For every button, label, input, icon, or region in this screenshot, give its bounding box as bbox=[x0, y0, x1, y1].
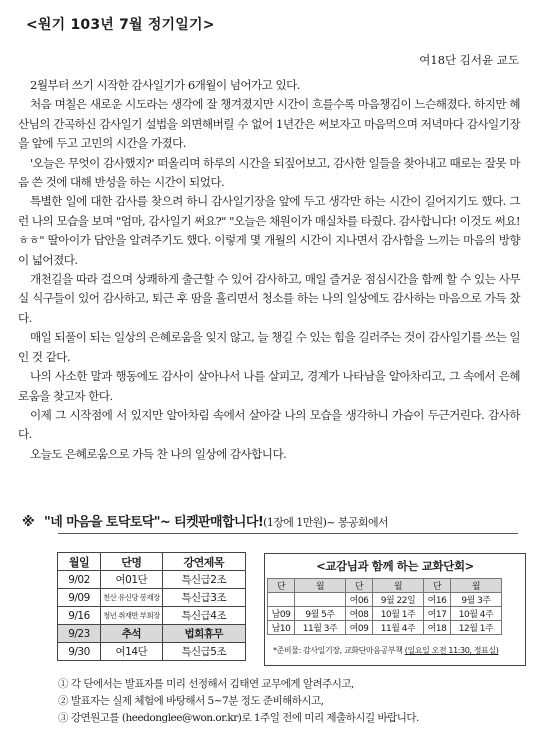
diary-body bbox=[18, 76, 520, 464]
gyohwa-cell: 여06 bbox=[346, 593, 373, 607]
schedule-row bbox=[58, 589, 246, 607]
gyohwa-header-row bbox=[268, 579, 502, 593]
paragraph: 오늘도 은혜로움으로 가득 찬 나의 일상에 감사합니다. bbox=[30, 446, 287, 461]
schedule-dan: 여14단 bbox=[101, 643, 163, 661]
paragraph: 처음 며칠은 새로운 시도라는 생각에 잘 챙겨졌지만 시간이 흐를수록 마음챙김이 느슨해졌다. 하지만 혜산님의 간곡하신 감사일기 설법을 외면해버릴 수 없어 1년간은 써보자고 마음먹으며 저녁마다 감사일기장을 앞에 두고 고민의 시간을 가졌다. bbox=[18, 97, 520, 151]
gyohwa-row bbox=[268, 607, 502, 621]
gyohwa-cell: 9월 5주 bbox=[295, 607, 346, 621]
gyohwa-cell: 11월 4주 bbox=[373, 621, 424, 635]
gyohwa-cell: 10월 4주 bbox=[451, 607, 502, 621]
gyohwa-cell: 9월 3주 bbox=[451, 593, 502, 607]
gyohwa-cell: 9월 22일 bbox=[373, 593, 424, 607]
schedule-title: 특신급5조 bbox=[162, 643, 245, 661]
gyohwa-note bbox=[273, 645, 498, 656]
gyohwa-cell: 남09 bbox=[268, 607, 295, 621]
ticket-detail: (1장에 1만원)~ 봉공회에서 bbox=[263, 516, 388, 529]
paragraph: 나의 사소한 말과 행동에도 감사이 살아나서 나를 살피고, 경계가 나타남을 알아차리고, 그 속에서 은혜로움을 찾고자 한다. bbox=[18, 369, 520, 403]
gyohwa-header: 월 bbox=[373, 579, 424, 593]
gyohwa-cell bbox=[268, 593, 295, 607]
schedule-date: 9/02 bbox=[58, 571, 101, 589]
header-title: 강연제목 bbox=[162, 553, 245, 571]
paragraph: 매일 되풀이 되는 일상의 은혜로움을 잊지 않고, 늘 챙길 수 있는 힘을 길러주는 것이 감사일기를 쓰는 일인 것 같다. bbox=[18, 330, 520, 364]
schedule-dan: 추석 bbox=[101, 625, 163, 643]
gyohwa-header: 월 bbox=[451, 579, 502, 593]
schedule-title: 특신급2조 bbox=[162, 571, 245, 589]
header-dan: 단명 bbox=[101, 553, 163, 571]
gyohwa-header: 단 bbox=[424, 579, 451, 593]
gyohwa-header: 단 bbox=[346, 579, 373, 593]
gyohwa-header: 단 bbox=[268, 579, 295, 593]
ticket-headline: "네 마음을 토닥토닥"~ 티켓판매합니다! bbox=[44, 515, 264, 530]
schedule-date: 9/30 bbox=[58, 643, 101, 661]
schedule-header-row bbox=[58, 553, 246, 571]
schedule-title: 특신급3조 bbox=[162, 589, 245, 607]
ticket-underline bbox=[58, 533, 518, 534]
note-item: ① 각 단에서는 발표자를 미리 선정해서 김태연 교무에게 알려주시고, bbox=[58, 678, 354, 690]
gyohwa-cell: 여09 bbox=[346, 621, 373, 635]
ticket-notice bbox=[22, 511, 522, 530]
gyohwa-row bbox=[268, 621, 502, 635]
schedule-dan: 여01단 bbox=[101, 571, 163, 589]
note-item: ② 발표자는 실제 체험에 바탕해서 5~7분 정도 준비해하시고, bbox=[58, 695, 324, 707]
header-date: 월일 bbox=[58, 553, 101, 571]
gyohwa-cell: 남10 bbox=[268, 621, 295, 635]
note-item: ③ 강연원고를 (heedonglee@won.or.kr)로 1주일 전에 미리 제출하시길 바랍니다. bbox=[58, 712, 419, 724]
paragraph: 개천길을 따라 걸으며 상쾌하게 출근할 수 있어 감사하고, 매일 즐거운 점심시간을 함께 할 수 있는 사무실 식구들이 있어 감사하고, 퇴근 후 땀을 흘리면서 청소를 하는 나의 일상에도 감사하는 마음으로 가득 찼다. bbox=[18, 272, 520, 325]
paragraph: 특별한 일에 대한 감사를 찾으려 하니 감사일기장을 앞에 두고 생각만 하는 시간이 길어지기도 했다. 그런 나의 모습을 보며 "엄마, 감사일기 써요?" "오늘은 채원이가 매실차를 타줬다. 감사합니다! 이것도 써요! ㅎㅎ" 딸아이가 답안을 알려주기도 했다. 이렇게 몇 개월의 시간이 지나면서 감사함을 느끼는 마음의 방향이 넓어졌다. bbox=[18, 194, 520, 267]
gyohwa-cell: 10월 1주 bbox=[373, 607, 424, 621]
schedule-date: 9/16 bbox=[58, 607, 101, 625]
paragraph: 2월부터 쓰기 시작한 감사일기가 6개월이 넘어가고 있다. bbox=[30, 78, 300, 92]
schedule-date: 9/09 bbox=[58, 589, 101, 607]
schedule-row bbox=[58, 643, 246, 661]
reference-mark: ※ bbox=[22, 515, 35, 530]
paragraph: '오늘은 무엇이 감사했지?' 떠올리며 하루의 시간을 되짚어보고, 감사한 일들을 찾아내고 때로는 잘못 마음 쓴 것에 대해 반성을 하는 시간이 되었다. bbox=[18, 155, 520, 190]
schedule-row bbox=[58, 607, 246, 625]
gyohwa-header: 월 bbox=[295, 579, 346, 593]
paragraph: 이제 그 시작점에 서 있지만 알아차림 속에서 살아갈 나의 모습을 생각하니 가슴이 두근거린다. 감사하다. bbox=[18, 407, 520, 442]
gyohwa-note-items: *준비물: 감사일기장, 교화단마음공부책 bbox=[273, 646, 403, 655]
gyohwa-cell: 여18 bbox=[424, 621, 451, 635]
gyohwa-title: <교감님과 함께 하는 교화단회> bbox=[316, 559, 474, 573]
author-line: 여18단 김서윤 교도 bbox=[419, 53, 519, 67]
gyohwa-cell bbox=[295, 593, 346, 607]
schedule-title: 법회휴무 bbox=[162, 625, 245, 643]
gyohwa-cell: 여08 bbox=[346, 607, 373, 621]
instruction-notes bbox=[58, 676, 419, 727]
schedule-dan: 청년 취재반 부회장 bbox=[101, 607, 163, 625]
schedule-dan: 천산 유신당 봉재장 bbox=[101, 589, 163, 607]
gyohwa-box bbox=[264, 553, 526, 666]
gyohwa-note-time: (일요일 오전 11:30, 정표실) bbox=[404, 646, 499, 655]
schedule-date: 9/23 bbox=[58, 625, 101, 643]
gyohwa-cell: 12월 1주 bbox=[451, 621, 502, 635]
lecture-schedule-table bbox=[57, 552, 246, 661]
schedule-row bbox=[58, 571, 246, 589]
gyohwa-cell: 11월 3주 bbox=[295, 621, 346, 635]
gyohwa-table bbox=[267, 578, 502, 635]
schedule-title: 특신급4조 bbox=[162, 607, 245, 625]
schedule-row-holiday bbox=[58, 625, 246, 643]
gyohwa-row bbox=[268, 593, 502, 607]
gyohwa-cell: 여17 bbox=[424, 607, 451, 621]
gyohwa-cell: 여16 bbox=[424, 593, 451, 607]
page-title: <원기 103년 7월 정기일기> bbox=[26, 17, 215, 33]
